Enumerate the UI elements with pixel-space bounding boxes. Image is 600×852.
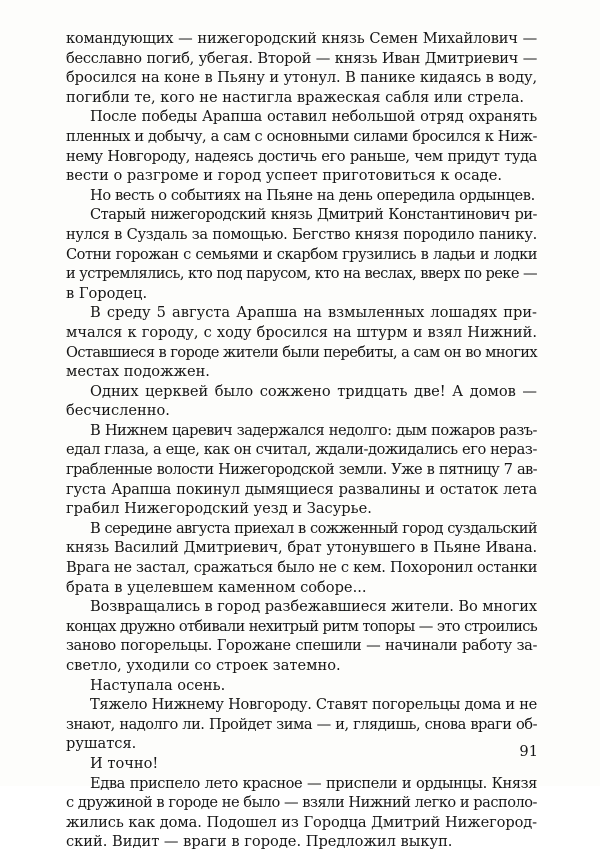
text-line: Сотни горожан с семьями и скарбом грузились в ладьи и лодки bbox=[66, 245, 537, 263]
text-line: светло, уходили со строек затемно. bbox=[66, 657, 341, 674]
text-line: и устремлялись, кто под парусом, кто на веслах, вверх по реке — bbox=[66, 265, 537, 283]
text-line: едал глаза, а еще, как он считал, ждали-дожидались его нераз- bbox=[66, 441, 537, 459]
text-line: Старый нижегородский князь Дмитрий Константинович ри- bbox=[90, 206, 537, 224]
text-line: В Нижнем царевич задержался недолго: дым пожаров разъ- bbox=[90, 421, 537, 439]
text-line: В среду 5 августа Арапша на взмыленных лошадях при- bbox=[90, 304, 537, 322]
text-line: Тяжело Нижнему Новгороду. Ставят погорельцы дома и не bbox=[90, 696, 537, 714]
text-line: бесславно погиб, убегая. Второй — князь Иван Дмитриевич — bbox=[66, 49, 537, 67]
text-line: нему Новгороду, надеясь достичь его раньше, чем придут туда bbox=[66, 147, 537, 165]
text-line: местах подожжен. bbox=[66, 363, 210, 381]
text-line: В середине августа приехал в сожженный город суздальский bbox=[90, 519, 537, 537]
text-line: командующих — нижегородский князь Семен Михайлович — bbox=[66, 30, 537, 47]
text-line: грабил Нижегородский уезд и Засурье. bbox=[66, 500, 372, 518]
body-text bbox=[66, 29, 537, 852]
text-line: Оставшиеся в городе жители были перебиты, а сам он во многих bbox=[66, 343, 537, 361]
text-line: вести о разгроме и город успеет приготовиться к осаде. bbox=[66, 167, 503, 185]
text-line: брата в уцелевшем каменном соборе... bbox=[66, 578, 367, 596]
text-line: пленных и добычу, а сам с основными силами бросился к Ниж- bbox=[66, 127, 537, 145]
text-line: князь Василий Дмитриевич, брат утонувшего в Пьяне Ивана. bbox=[66, 539, 537, 557]
text-line: Врага не застал, сражаться было не с кем. Похоронил останки bbox=[66, 559, 538, 577]
text-line: мчался к городу, с ходу бросился на штурм и взял Нижний. bbox=[66, 323, 537, 341]
text-line: Одних церквей было сожжено тридцать две! А домов — bbox=[90, 382, 537, 400]
text-line: густа Арапша покинул дымящиеся развалины и остаток лета bbox=[66, 480, 537, 498]
text-line: рушатся. bbox=[66, 735, 137, 753]
text-line: грабленные волости Нижегородской земли. Уже в пятницу 7 ав- bbox=[66, 461, 537, 479]
text-line: Но весть о событиях на Пьяне на день опередила ордынцев. bbox=[90, 186, 535, 204]
text-line: После победы Арапша оставил небольшой отряд охранять bbox=[90, 108, 537, 126]
text-line: И точно! bbox=[90, 754, 159, 772]
text-line: знают, надолго ли. Пройдет зима — и, глядишь, снова враги об- bbox=[66, 715, 537, 733]
text-line: заново погорельцы. Горожане спешили — начинали работу за- bbox=[66, 637, 537, 655]
text-line: бросился на коне в Пьяну и утонул. В панике кидаясь в воду, bbox=[66, 69, 537, 87]
text-line: ский. Видит — враги в городе. Предложил выкуп. bbox=[66, 833, 453, 851]
text-line: нулся в Суздаль за помощью. Бегство князя породило панику. bbox=[66, 225, 537, 243]
text-line: жились как дома. Подошел из Городца Дмитрий Нижегород- bbox=[66, 813, 537, 831]
text-line: концах дружно отбивали нехитрый ритм топоры — это строились bbox=[66, 617, 537, 635]
page-number: 91 bbox=[519, 743, 538, 760]
text-line: Едва приспело лето красное — приспели и ордынцы. Князя bbox=[90, 774, 537, 792]
text-line: Возвращались в город разбежавшиеся жители. Во многих bbox=[90, 598, 538, 616]
text-line: Наступала осень. bbox=[90, 676, 226, 694]
text-line: бесчисленно. bbox=[66, 402, 170, 420]
text-line: с дружиной в городе не было — взяли Нижний легко и располо- bbox=[66, 794, 537, 812]
text-line: в Городец. bbox=[66, 284, 148, 302]
text-line: погибли те, кого не настигла вражеская сабля или стрела. bbox=[66, 88, 525, 106]
